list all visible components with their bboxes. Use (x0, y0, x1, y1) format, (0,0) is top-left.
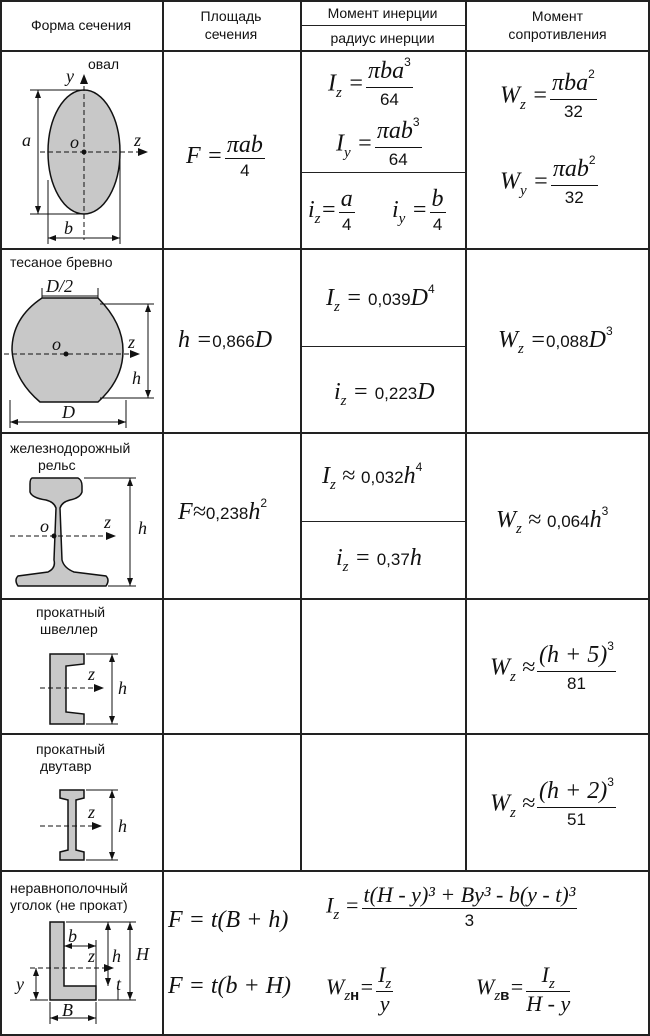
log-label: тесаное бревно (10, 254, 113, 270)
log-h-formula: h =0,866D (178, 327, 273, 353)
oval-area-formula: F = $\frac{\text{πab}}{4}$ (186, 132, 263, 180)
rail-F-formula: $F\approx 0,238h^2$ (178, 496, 268, 525)
ibeam-label-line2: двутавр (40, 758, 92, 774)
log-iz-formula: $i_z = 0,223D$ (334, 379, 435, 409)
rail-Wz-formula: $W_z \approx 0,064h^3$ (496, 504, 609, 537)
oval-Wy-formula: $W_y$ = $\frac{\pi ab^2}{32}$ (500, 153, 596, 207)
rail-origin-label: o (40, 516, 49, 536)
oval-b-label: b (64, 218, 73, 238)
log-Wz-formula: $W_z =0,088D^3$ (498, 324, 613, 357)
ibeam-Wz-formula: $W_z$ ≈ $\frac{(h + 2)^3}{51}$ (490, 775, 614, 829)
oval-y-axis-label: y (66, 66, 74, 86)
rail-label-line1: железнодорожный (10, 440, 131, 456)
oval-Iy-formula: $I_y$ = $\frac{\pi ab^3}{64}$ (336, 115, 420, 169)
header-resist-line1: Момент (531, 8, 584, 24)
log-h-label: h (132, 368, 141, 388)
header-resist-line2: сопротивления (508, 26, 607, 42)
angle-B-label: B (62, 1000, 73, 1020)
rail-z-axis-label: z (104, 512, 112, 532)
header-moment: Момент инерции (327, 5, 438, 21)
channel-h-label: h (118, 678, 127, 698)
ibeam-z-axis-label: z (88, 802, 96, 822)
angle-t-label: t (116, 974, 122, 994)
angle-F1-formula: F = t(B + h) (168, 907, 289, 933)
angle-Wv-formula: $W_{zв}=$ $\frac{I_z}{H - y}$ (476, 962, 571, 1016)
log-z-axis-label: z (128, 332, 136, 352)
rail-h-label: h (138, 518, 147, 538)
angle-b-label: b (68, 926, 77, 946)
channel-label-line1: прокатный (36, 604, 106, 620)
oval-z-axis-label: z (134, 130, 142, 150)
oval-Iz-formula: $I_z$ = $\frac{\pi ba^3}{64}$ (328, 55, 411, 109)
oval-label: овал (88, 56, 120, 72)
angle-Wn-formula: $W_{zн}=$ $\frac{I_z}{y}$ (326, 962, 392, 1016)
oval-iz-formula: $i_z=$ $\frac{a}{4}$ (308, 186, 353, 234)
rail-Iz-formula: $I_z \approx 0,032h^4$ (322, 460, 423, 493)
angle-H-label: H (136, 944, 149, 964)
channel-z-axis-label: z (88, 664, 96, 684)
log-Iz-formula: $I_z = 0,039D^4$ (326, 282, 435, 315)
header-area-line1: Площадь (200, 8, 262, 24)
log-origin-label: o (52, 334, 61, 354)
channel-label-line2: швеллер (40, 621, 98, 637)
log-D-label: D (62, 402, 75, 422)
angle-z-axis-label: z (88, 946, 96, 966)
angle-h-label: h (112, 946, 121, 966)
channel-Wz-formula: $W_z$ ≈ $\frac{(h + 5)^3}{81}$ (490, 639, 614, 693)
oval-Wz-formula: $W_z$ = $\frac{\pi ba^2}{32}$ (500, 67, 595, 121)
ibeam-label-line1: прокатный (36, 741, 106, 757)
angle-label-line2: уголок (не прокат) (10, 897, 128, 913)
rail-iz-formula: $i_z = 0,37h$ (336, 545, 422, 575)
oval-origin-label: o (70, 132, 79, 152)
header-area-line2: сечения (204, 26, 258, 42)
oval-a-label: a (22, 130, 31, 150)
rail-label-line2: рельс (38, 457, 76, 473)
header-shape: Форма сечения (30, 17, 132, 33)
angle-label-line1: неравнополочный (10, 880, 128, 896)
oval-iy-formula: $i_y$ = $\frac{b}{4}$ (392, 186, 444, 234)
header-radius: радиус инерции (330, 30, 435, 46)
angle-Iz-formula: $I_z$ = $\frac{\text{t(H - y)³ + By³ - b(y - t)³}}{3}$ (326, 882, 576, 930)
ibeam-h-label: h (118, 816, 127, 836)
angle-F2-formula: F = t(b + H) (168, 973, 292, 999)
log-D2-label: D/2 (46, 276, 73, 296)
angle-y-label: y (16, 974, 24, 994)
